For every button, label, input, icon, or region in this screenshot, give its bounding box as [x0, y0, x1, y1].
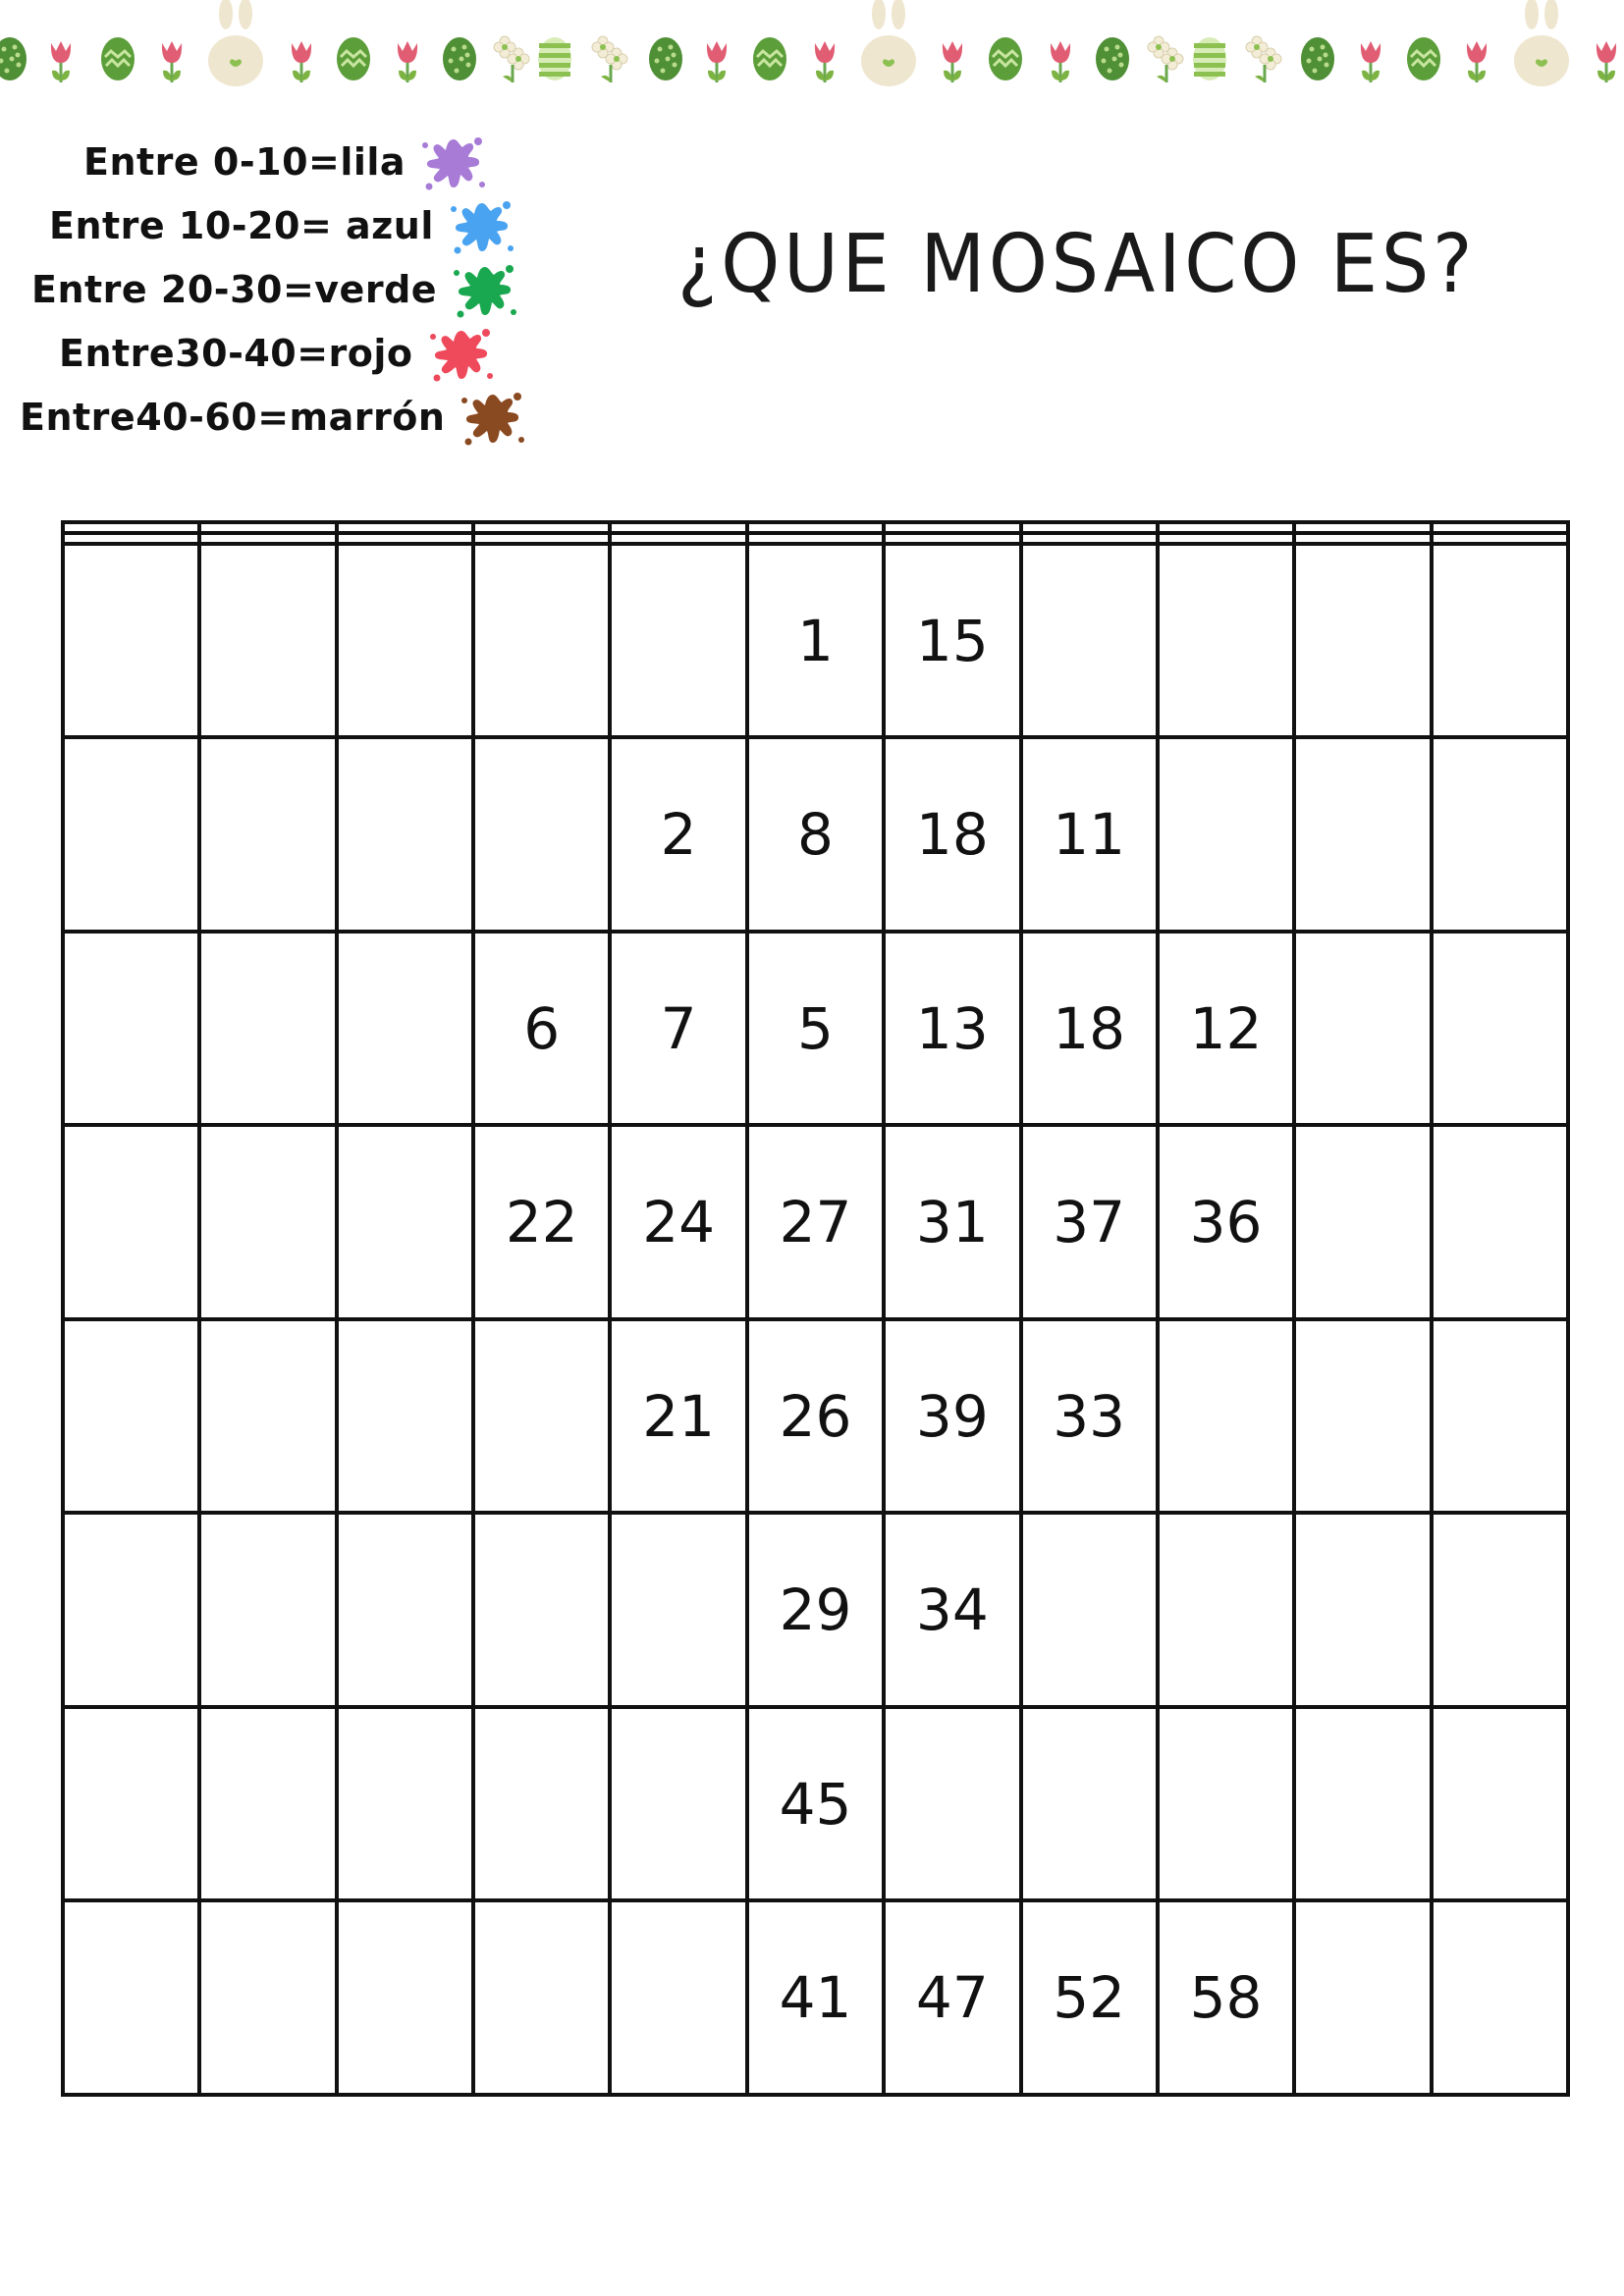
grid-cell[interactable] — [610, 533, 746, 544]
grid-cell[interactable] — [747, 522, 884, 533]
easter-egg-icon — [1407, 37, 1440, 80]
grid-cell[interactable] — [1294, 1125, 1431, 1319]
grid-cell[interactable] — [610, 544, 746, 738]
grid-row — [63, 533, 1568, 544]
grid-cell[interactable] — [610, 522, 746, 533]
grid-cell[interactable] — [199, 737, 336, 932]
easter-egg-icon — [753, 37, 786, 80]
grid-cell[interactable]: 26 — [747, 1319, 884, 1514]
grid-cell[interactable]: 37 — [1021, 1125, 1158, 1319]
grid-cell[interactable] — [337, 932, 473, 1126]
flower-icon — [1246, 36, 1281, 82]
grid-cell[interactable] — [473, 1513, 610, 1707]
grid-cell[interactable]: 29 — [747, 1513, 884, 1707]
easter-egg-icon — [443, 37, 476, 80]
legend-item — [31, 255, 519, 324]
grid-cell[interactable] — [1021, 544, 1158, 738]
grid-cell[interactable]: 58 — [1158, 1900, 1294, 2095]
grid-cell[interactable] — [199, 1125, 336, 1319]
page-title: ¿QUE MOSAICO ES? — [677, 218, 1477, 311]
grid-cell[interactable] — [1294, 544, 1431, 738]
grid-cell[interactable] — [337, 1900, 473, 2095]
grid-cell[interactable] — [1158, 1513, 1294, 1707]
easter-egg-icon — [538, 37, 571, 80]
grid-cell[interactable] — [337, 1319, 473, 1514]
grid-cell[interactable] — [1158, 533, 1294, 544]
grid-row — [63, 1125, 1568, 1319]
legend-label: Entre 20-30=verde — [31, 268, 438, 311]
flower-icon — [1148, 36, 1183, 82]
grid-row — [63, 737, 1568, 932]
bunny-icon — [861, 0, 916, 86]
grid-cell[interactable] — [63, 1707, 199, 1901]
grid-cell[interactable] — [610, 1707, 746, 1901]
grid-cell[interactable]: 21 — [610, 1319, 746, 1514]
legend-label: Entre 10-20= azul — [49, 204, 434, 247]
tulip-icon — [707, 41, 727, 82]
grid-cell[interactable] — [63, 522, 199, 533]
grid-cell[interactable] — [610, 1513, 746, 1707]
grid-cell[interactable] — [63, 1900, 199, 2095]
legend-label: Entre40-60=marrón — [20, 396, 446, 439]
grid-cell[interactable] — [473, 1319, 610, 1514]
grid-cell[interactable] — [1432, 533, 1568, 544]
flower-icon — [592, 36, 627, 82]
grid-cell[interactable] — [610, 1900, 746, 2095]
grid-cell[interactable]: 1 — [747, 544, 884, 738]
grid-cell[interactable] — [63, 1125, 199, 1319]
grid-cell[interactable] — [1158, 544, 1294, 738]
grid-cell[interactable] — [1432, 544, 1568, 738]
grid-cell[interactable] — [63, 1319, 199, 1514]
grid-cell[interactable] — [1432, 737, 1568, 932]
grid-cell[interactable] — [1021, 533, 1158, 544]
grid-cell[interactable] — [884, 533, 1020, 544]
grid-cell[interactable] — [1294, 522, 1431, 533]
grid-cell[interactable]: 18 — [1021, 932, 1158, 1126]
easter-egg-icon — [0, 37, 27, 80]
grid-cell[interactable] — [337, 737, 473, 932]
color-legend — [0, 128, 609, 481]
legend-item — [59, 319, 496, 388]
paint-splat-icon — [448, 191, 516, 260]
grid-cell[interactable] — [337, 544, 473, 738]
grid-cell[interactable] — [199, 932, 336, 1126]
grid-row — [63, 522, 1568, 533]
grid-cell[interactable]: 31 — [884, 1125, 1020, 1319]
grid-cell[interactable] — [473, 737, 610, 932]
paint-splat-icon — [459, 383, 527, 452]
mosaic-grid — [61, 520, 1570, 2097]
grid-cell[interactable] — [1432, 932, 1568, 1126]
grid-cell[interactable]: 45 — [747, 1707, 884, 1901]
bunny-icon — [208, 0, 263, 86]
grid-cell[interactable]: 47 — [884, 1900, 1020, 2095]
grid-row — [63, 1319, 1568, 1514]
grid-cell[interactable]: 11 — [1021, 737, 1158, 932]
grid-cell[interactable] — [199, 1900, 336, 2095]
grid-row — [63, 544, 1568, 738]
tulip-icon — [51, 41, 71, 82]
grid-cell[interactable] — [473, 533, 610, 544]
legend-item — [83, 128, 488, 196]
grid-cell[interactable] — [1294, 533, 1431, 544]
legend-item — [49, 191, 516, 260]
grid-cell[interactable]: 52 — [1021, 1900, 1158, 2095]
legend-label: Entre 0-10=lila — [83, 140, 406, 184]
grid-cell[interactable] — [199, 1319, 336, 1514]
grid-cell[interactable] — [1432, 1707, 1568, 1901]
grid-cell[interactable]: 27 — [747, 1125, 884, 1319]
easter-egg-icon — [1193, 37, 1226, 80]
grid-cell[interactable] — [337, 522, 473, 533]
tulip-icon — [398, 41, 417, 82]
tulip-icon — [1597, 41, 1616, 82]
grid-cell[interactable]: 41 — [747, 1900, 884, 2095]
easter-egg-icon — [1096, 37, 1129, 80]
grid-cell[interactable]: 18 — [884, 737, 1020, 932]
tulip-icon — [292, 41, 311, 82]
tulip-icon — [815, 41, 835, 82]
grid-cell[interactable] — [1432, 1125, 1568, 1319]
grid-cell[interactable] — [1294, 1319, 1431, 1514]
grid-row — [63, 1900, 1568, 2095]
grid-cell[interactable]: 6 — [473, 932, 610, 1126]
grid-cell[interactable] — [473, 544, 610, 738]
grid-cell[interactable] — [199, 533, 336, 544]
grid-cell[interactable] — [63, 1513, 199, 1707]
grid-cell[interactable] — [337, 1125, 473, 1319]
easter-egg-icon — [337, 37, 370, 80]
tulip-icon — [1467, 41, 1487, 82]
easter-border — [0, 0, 1624, 98]
grid-cell[interactable] — [1021, 1513, 1158, 1707]
grid-cell[interactable] — [199, 1707, 336, 1901]
grid-cell[interactable] — [1432, 1319, 1568, 1514]
grid-cell[interactable] — [1158, 1319, 1294, 1514]
easter-egg-icon — [649, 37, 682, 80]
legend-item — [20, 383, 527, 452]
grid-cell[interactable] — [199, 1513, 336, 1707]
grid-cell[interactable] — [1432, 1900, 1568, 2095]
tulip-icon — [943, 41, 962, 82]
grid-cell[interactable] — [1432, 1513, 1568, 1707]
grid-cell[interactable] — [473, 1707, 610, 1901]
tulip-icon — [1051, 41, 1070, 82]
grid-cell[interactable] — [63, 544, 199, 738]
tulip-icon — [162, 41, 182, 82]
paint-splat-icon — [427, 319, 496, 388]
grid-cell[interactable]: 2 — [610, 737, 746, 932]
easter-egg-icon — [101, 37, 135, 80]
bunny-icon — [1514, 0, 1569, 86]
grid-cell[interactable] — [747, 533, 884, 544]
grid-cell[interactable] — [1294, 1707, 1431, 1901]
grid-cell[interactable]: 12 — [1158, 932, 1294, 1126]
grid-cell[interactable] — [1294, 1513, 1431, 1707]
grid-row — [63, 1707, 1568, 1901]
easter-egg-icon — [989, 37, 1022, 80]
grid-cell[interactable]: 36 — [1158, 1125, 1294, 1319]
grid-cell[interactable] — [1432, 522, 1568, 533]
grid-cell[interactable]: 22 — [473, 1125, 610, 1319]
grid-cell[interactable] — [63, 932, 199, 1126]
grid-cell[interactable] — [473, 522, 610, 533]
grid-cell[interactable] — [1021, 522, 1158, 533]
grid-cell[interactable]: 34 — [884, 1513, 1020, 1707]
grid-cell[interactable]: 13 — [884, 932, 1020, 1126]
grid-cell[interactable] — [337, 1513, 473, 1707]
grid-cell[interactable] — [1294, 1900, 1431, 2095]
easter-egg-icon — [1301, 37, 1334, 80]
grid-cell[interactable] — [884, 1707, 1020, 1901]
grid-row — [63, 932, 1568, 1126]
grid-row — [63, 1513, 1568, 1707]
grid-cell[interactable] — [1021, 1707, 1158, 1901]
grid-cell[interactable]: 7 — [610, 932, 746, 1126]
grid-cell[interactable]: 5 — [747, 932, 884, 1126]
grid-cell[interactable]: 15 — [884, 544, 1020, 738]
grid-cell[interactable] — [1294, 932, 1431, 1126]
grid-cell[interactable] — [199, 522, 336, 533]
grid-cell[interactable] — [1158, 1707, 1294, 1901]
grid-cell[interactable] — [1158, 737, 1294, 932]
paint-splat-icon — [451, 255, 519, 324]
grid-cell[interactable]: 24 — [610, 1125, 746, 1319]
grid-cell[interactable] — [337, 533, 473, 544]
grid-cell[interactable] — [337, 1707, 473, 1901]
grid-cell[interactable] — [63, 737, 199, 932]
flower-icon — [494, 36, 529, 82]
grid-cell[interactable]: 39 — [884, 1319, 1020, 1514]
grid-cell[interactable] — [63, 533, 199, 544]
grid-cell[interactable] — [473, 1900, 610, 2095]
legend-label: Entre30-40=rojo — [59, 332, 413, 375]
grid-cell[interactable] — [1294, 737, 1431, 932]
grid-cell[interactable] — [884, 522, 1020, 533]
grid-cell[interactable] — [1158, 522, 1294, 533]
grid-cell[interactable]: 8 — [747, 737, 884, 932]
tulip-icon — [1361, 41, 1380, 82]
grid-cell[interactable]: 33 — [1021, 1319, 1158, 1514]
paint-splat-icon — [419, 128, 488, 196]
grid-cell[interactable] — [199, 544, 336, 738]
